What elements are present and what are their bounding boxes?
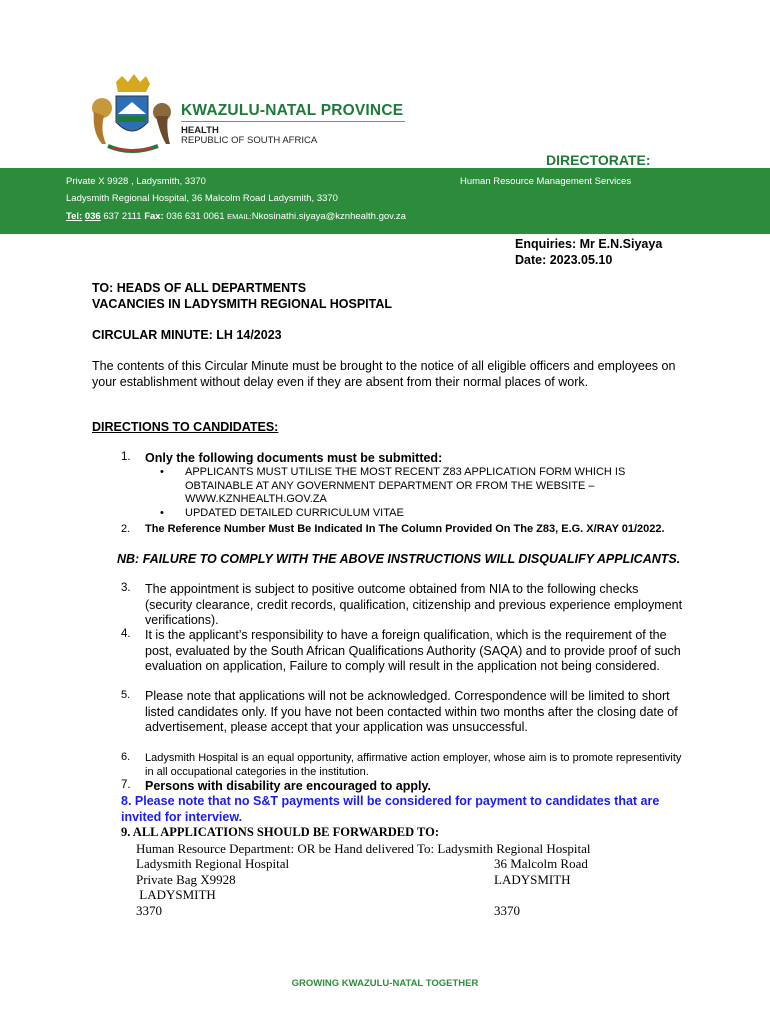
- item-number: 5.: [121, 689, 131, 701]
- item-number: 2.: [121, 523, 131, 535]
- department-name: HEALTH: [181, 125, 219, 136]
- appointment-condition: The appointment is subject to positive outcome obtained from NIA to the following checks (security clearance, credit records, qualification, citizenship and previous experience employment verifications).: [145, 582, 683, 627]
- addressee-line: TO: HEADS OF ALL DEPARTMENTS: [92, 281, 307, 295]
- address-line: 3370: [136, 902, 162, 918]
- item-number: 1.: [121, 451, 131, 463]
- header-divider: [181, 121, 405, 122]
- address-line: Ladysmith Regional Hospital: [136, 856, 290, 871]
- item-number: 6.: [121, 751, 131, 763]
- documents-required-heading: Only the following documents must be submitted:: [145, 451, 443, 465]
- fax-label: Fax:: [144, 211, 164, 222]
- hr-department-line: Human Resource Department: OR be Hand delivered To: Ladysmith Regional Hospital: [136, 841, 591, 856]
- subject-line: VACANCIES IN LADYSMITH REGIONAL HOSPITAL: [92, 297, 393, 311]
- foreign-qualification-note: It is the applicant’s responsibility to have a foreign qualification, which is the requirement of the post, evaluated by the South African Qualifications Authority (SAQA) and to provide proof of such evaluation on application, Failure to comply will result in the application not being considered.: [145, 628, 681, 673]
- postal-address: Private X 9928 , Ladysmith, 3370: [66, 176, 206, 187]
- fax-number: 036 631 0061: [163, 211, 225, 222]
- country-name: REPUBLIC OF SOUTH AFRICA: [181, 135, 318, 146]
- contact-banner: [0, 168, 770, 234]
- intro-paragraph: The contents of this Circular Minute must be brought to the notice of all eligible officers and employees on your establishment without delay even if they are absent from their normal places of work.: [92, 359, 676, 389]
- forwarding-heading: 9. ALL APPLICATIONS SHOULD BE FORWARDED TO:: [121, 825, 440, 839]
- item-number: 3.: [121, 582, 131, 594]
- required-documents-list: [160, 466, 680, 520]
- disability-note: Persons with disability are encouraged to apply.: [145, 779, 431, 793]
- disqualification-warning: NB: FAILURE TO COMPLY WITH THE ABOVE INSTRUCTIONS WILL DISQUALIFY APPLICANTS.: [117, 552, 681, 566]
- item-number: 7.: [121, 779, 131, 791]
- list-item: • UPDATED DETAILED CURRICULUM VITAE: [160, 507, 680, 521]
- reference-number-instruction: The Reference Number Must Be Indicated In The Column Provided On The Z83, E.G. X/RAY 01/2022.: [145, 523, 665, 535]
- address-line: 36 Malcolm Road: [494, 856, 588, 871]
- list-item: • APPLICANTS MUST UTILISE THE MOST RECENT Z83 APPLICATION FORM WHICH IS OBTAINABLE AT ANY GOVERNMENT DEPARTMENT OR FROM THE WEBSITE – WWW.KZNHEALTH.GOV.ZA: [160, 466, 680, 507]
- enquiries-contact: Enquiries: Mr E.N.Siyaya: [515, 237, 663, 251]
- enquiries-block: [515, 236, 662, 268]
- equal-opportunity-note: Ladysmith Hospital is an equal opportunity, affirmative action employer, whose aim is to promote representivity in all occupational categories in the institution.: [145, 752, 682, 778]
- directorate-label: DIRECTORATE:: [546, 152, 651, 168]
- address-line: LADYSMITH: [494, 871, 571, 887]
- acknowledgement-note: Please note that applications will not be acknowledged. Correspondence will be limited to short listed candidates only. If you have not been contacted within two months after the closing date of advertisement, please accept that your application was unsuccessful.: [145, 689, 678, 734]
- tel-number: 637 2111: [100, 211, 142, 222]
- footer-slogan: GROWING KWAZULU-NATAL TOGETHER: [291, 978, 479, 989]
- provincial-coat-of-arms-logo: [88, 72, 176, 158]
- address-line: LADYSMITH: [136, 887, 216, 902]
- directions-heading: DIRECTIONS TO CANDIDATES:: [92, 420, 279, 434]
- address-line: 3370: [494, 902, 520, 918]
- tel-label: Tel:: [66, 211, 83, 222]
- document-date: Date: 2023.05.10: [515, 253, 613, 267]
- email-label: EMAIL:: [227, 212, 252, 221]
- tel-code: 036: [84, 211, 101, 222]
- email-address[interactable]: Nkosinathi.siyaya@kznhealth.gov.za: [251, 211, 406, 222]
- physical-address: Ladysmith Regional Hospital, 36 Malcolm Road Ladysmith, 3370: [66, 193, 338, 204]
- circular-minute-number: CIRCULAR MINUTE: LH 14/2023: [92, 328, 282, 342]
- province-name: KWAZULU-NATAL PROVINCE: [181, 102, 404, 119]
- hand-delivery-address: [494, 856, 588, 918]
- postal-forwarding-address: [136, 856, 289, 918]
- st-payments-note: 8. Please note that no S&T payments will be considered for payment to candidates that are invited for interview.: [121, 794, 660, 824]
- contact-details: [66, 211, 406, 222]
- address-line: Private Bag X9928: [136, 871, 236, 887]
- address-line: [494, 887, 588, 903]
- directorate-name: Human Resource Management Services: [460, 176, 632, 187]
- item-number: 4.: [121, 628, 131, 640]
